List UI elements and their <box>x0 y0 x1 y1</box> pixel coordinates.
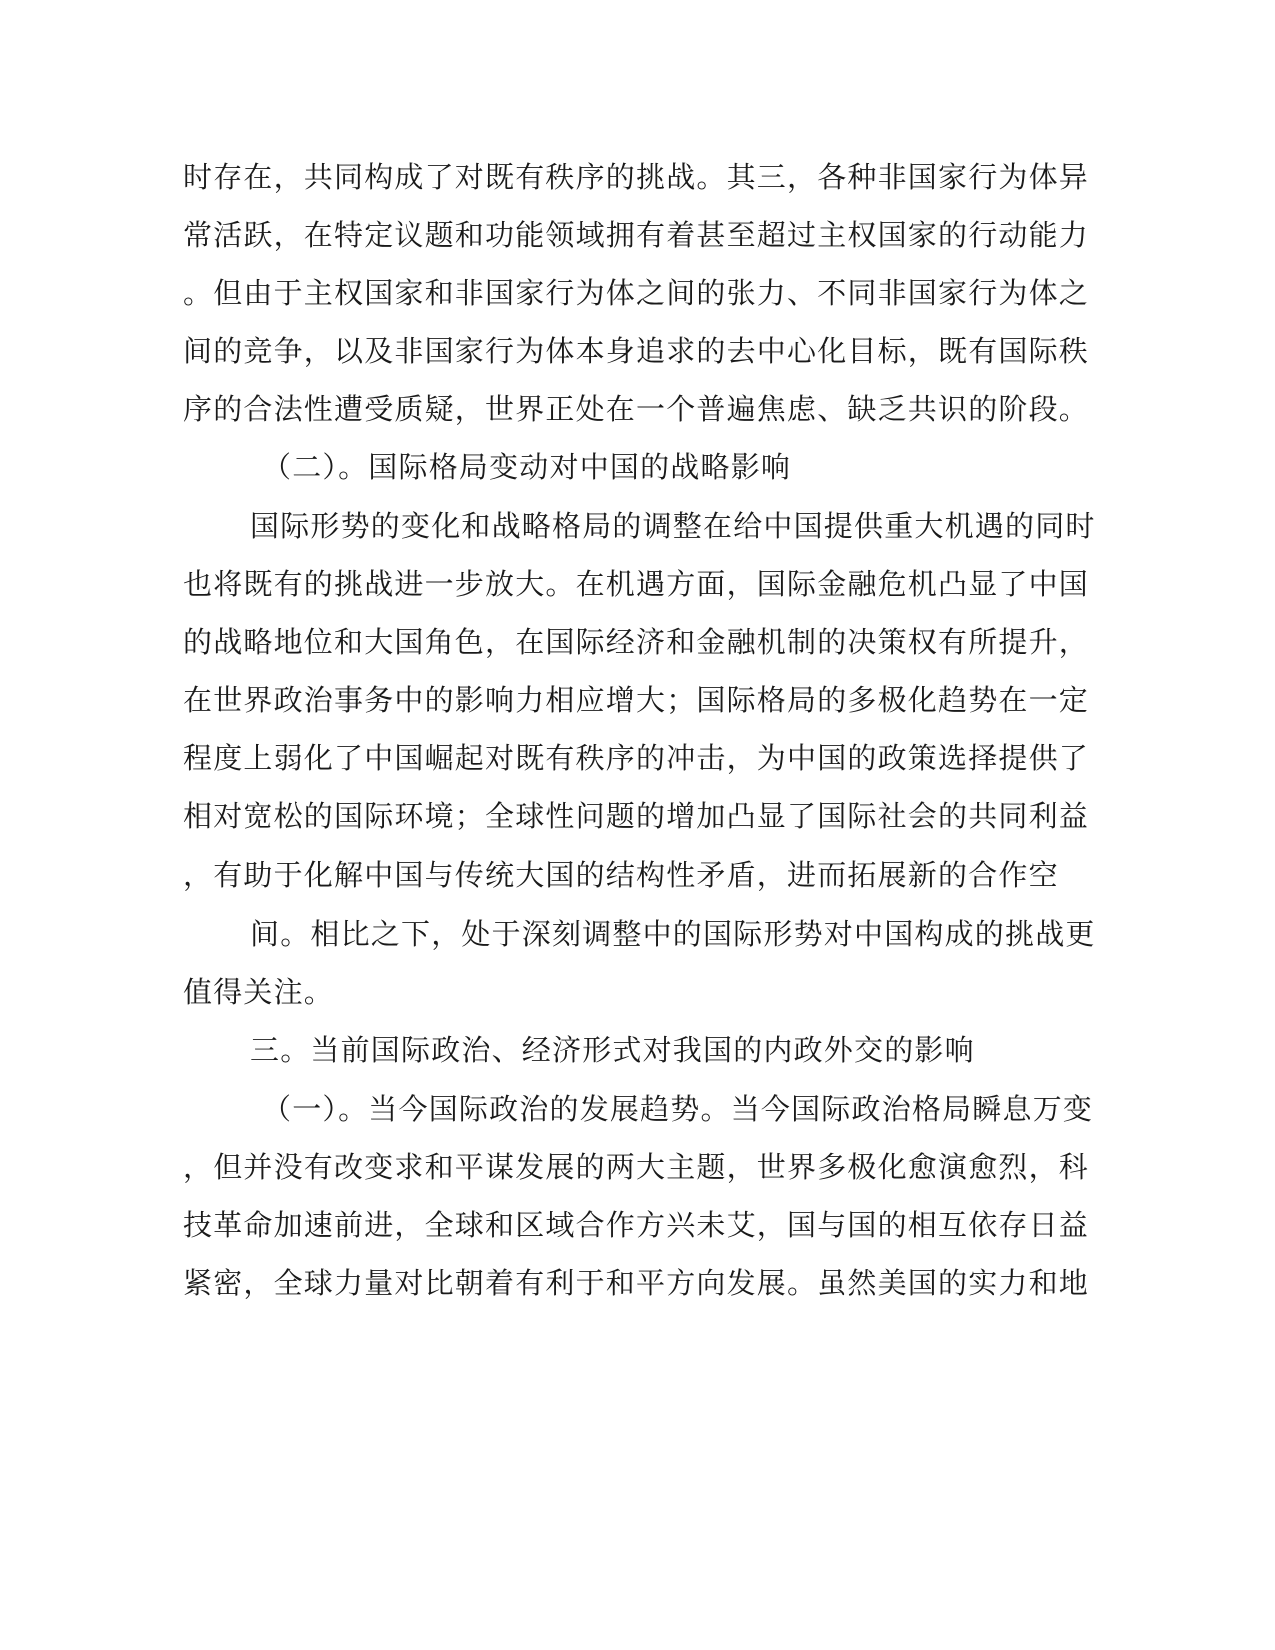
text-line: 序的合法性遭受质疑，世界正处在一个普遍焦虑、缺乏共识的阶段。 <box>183 392 1090 426</box>
text-line: 间。相比之下，处于深刻调整中的国际形势对中国构成的挑战更 <box>250 917 1096 951</box>
text-line: 间的竞争，以及非国家行为体本身追求的去中心化目标，既有国际秩 <box>183 334 1090 368</box>
text-line: 时存在，共同构成了对既有秩序的挑战。其三，各种非国家行为体异 <box>183 160 1090 194</box>
text-line: 。但由于主权国家和非国家行为体之间的张力、不同非国家行为体之 <box>183 276 1090 310</box>
section-heading: （二）。国际格局变动对中国的战略影响 <box>262 450 792 484</box>
text-line: 国际形势的变化和战略格局的调整在给中国提供重大机遇的同时 <box>250 509 1096 543</box>
text-line: 也将既有的挑战进一步放大。在机遇方面，国际金融危机凸显了中国 <box>183 567 1090 601</box>
text-line: 在世界政治事务中的影响力相应增大；国际格局的多极化趋势在一定 <box>183 683 1090 717</box>
text-line: （一）。当今国际政治的发展趋势。当今国际政治格局瞬息万变 <box>262 1092 1094 1126</box>
text-line: ，有助于化解中国与传统大国的结构性矛盾，进而拓展新的合作空 <box>183 858 1059 892</box>
text-line: 紧密，全球力量对比朝着有利于和平方向发展。虽然美国的实力和地 <box>183 1266 1090 1300</box>
text-line: 技革命加速前进，全球和区域合作方兴未艾，国与国的相互依存日益 <box>183 1208 1090 1242</box>
section-heading: 三。当前国际政治、经济形式对我国的内政外交的影响 <box>250 1033 975 1067</box>
text-line: 值得关注。 <box>183 975 335 1009</box>
text-line: 常活跃，在特定议题和功能领域拥有着甚至超过主权国家的行动能力 <box>183 218 1090 252</box>
text-line: 相对宽松的国际环境；全球性问题的增加凸显了国际社会的共同利益 <box>183 799 1090 833</box>
text-line: 程度上弱化了中国崛起对既有秩序的冲击，为中国的政策选择提供了 <box>183 741 1090 775</box>
text-line: ，但并没有改变求和平谋发展的两大主题，世界多极化愈演愈烈，科 <box>183 1150 1090 1184</box>
text-line: 的战略地位和大国角色，在国际经济和金融机制的决策权有所提升， <box>183 625 1090 659</box>
